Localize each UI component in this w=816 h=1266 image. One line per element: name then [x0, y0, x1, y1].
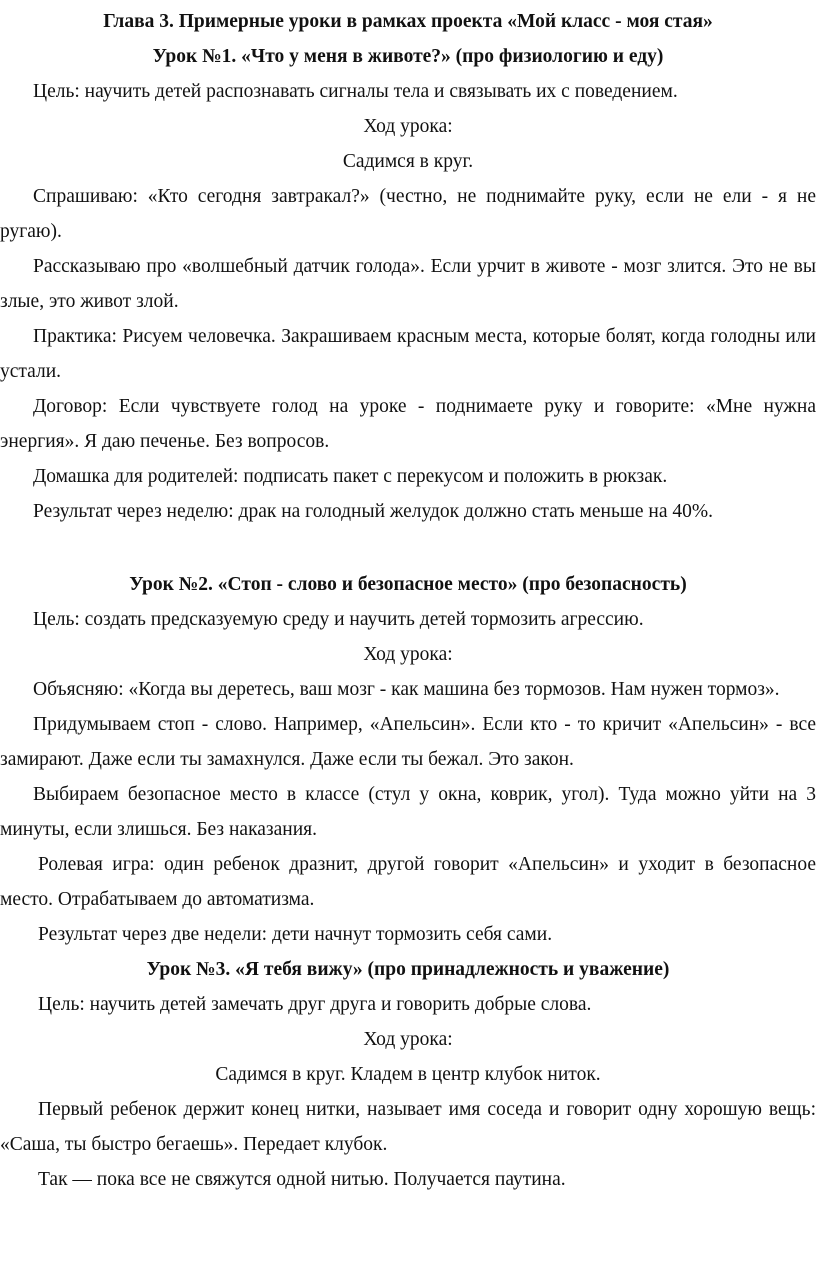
lesson1-deal: Договор: Если чувствуете голод на уроке - поднимаете руку и говорите: «Мне нужна энергия». Я даю печенье. Без вопросов. [0, 396, 816, 452]
lesson2-goal: Цель: создать предсказуемую среду и научить детей тормозить агрессию. [33, 609, 644, 630]
lesson3-step-circle: Садимся в круг. Кладем в центр клубок ниток. [215, 1064, 601, 1085]
lesson1-ask: Спрашиваю: «Кто сегодня завтракал?» (честно, не поднимайте руку, если не ели - я не ругаю). [0, 186, 816, 242]
lesson1-title: Урок №1. «Что у меня в животе?» (про физиологию и еду) [152, 46, 664, 67]
lesson1-result: Результат через неделю: драк на голодный желудок должно стать меньше на 40%. [33, 501, 714, 522]
lesson2-title: Урок №2. «Стоп - слово и безопасное место» (про безопасность) [129, 574, 687, 595]
lesson2-safeplace: Выбираем безопасное место в классе (стул у окна, коврик, угол). Туда можно уйти на 3 минуты, если злишься. Без наказания. [0, 784, 816, 840]
lesson2-roleplay: Ролевая игра: один ребенок дразнит, другой говорит «Апельсин» и уходит в безопасное место. Отрабатываем до автоматизма. [0, 854, 816, 910]
lesson2-explain: Объясняю: «Когда вы деретесь, ваш мозг - как машина без тормозов. Нам нужен тормоз». [33, 679, 780, 700]
lesson3-first-child: Первый ребенок держит конец нитки, называет имя соседа и говорит одну хорошую вещь: «Саша, ты быстро бегаешь». Передает клубок. [0, 1099, 816, 1155]
lesson1-goal: Цель: научить детей распознавать сигналы тела и связывать их с поведением. [33, 81, 678, 102]
lesson3-web: Так — пока все не свяжутся одной нитью. Получается паутина. [38, 1169, 566, 1190]
lesson3-course-label: Ход урока: [363, 1029, 453, 1050]
lesson1-course-label: Ход урока: [363, 116, 453, 137]
lesson1-tell: Рассказываю про «волшебный датчик голода». Если урчит в животе - мозг злится. Это не вы злые, это живот злой. [0, 256, 816, 312]
lesson3-title: Урок №3. «Я тебя вижу» (про принадлежность и уважение) [146, 959, 670, 980]
lesson3-goal: Цель: научить детей замечать друг друга и говорить добрые слова. [38, 994, 592, 1015]
lesson2-stopword: Придумываем стоп - слово. Например, «Апельсин». Если кто - то кричит «Апельсин» - все замирают. Даже если ты замахнулся. Даже если ты бежал. Это закон. [0, 714, 816, 770]
lesson1-practice: Практика: Рисуем человечка. Закрашиваем красным места, которые болят, когда голодны или устали. [0, 326, 816, 382]
section-gap [0, 529, 816, 567]
lesson2-result: Результат через две недели: дети начнут тормозить себя сами. [38, 924, 553, 945]
lesson1-homework: Домашка для родителей: подписать пакет с перекусом и положить в рюкзак. [33, 466, 668, 487]
lesson2-course-label: Ход урока: [363, 644, 453, 665]
lesson1-step-circle: Садимся в круг. [342, 151, 474, 172]
chapter-title: Глава 3. Примерные уроки в рамках проекта «Мой класс - моя стая» [103, 11, 713, 32]
